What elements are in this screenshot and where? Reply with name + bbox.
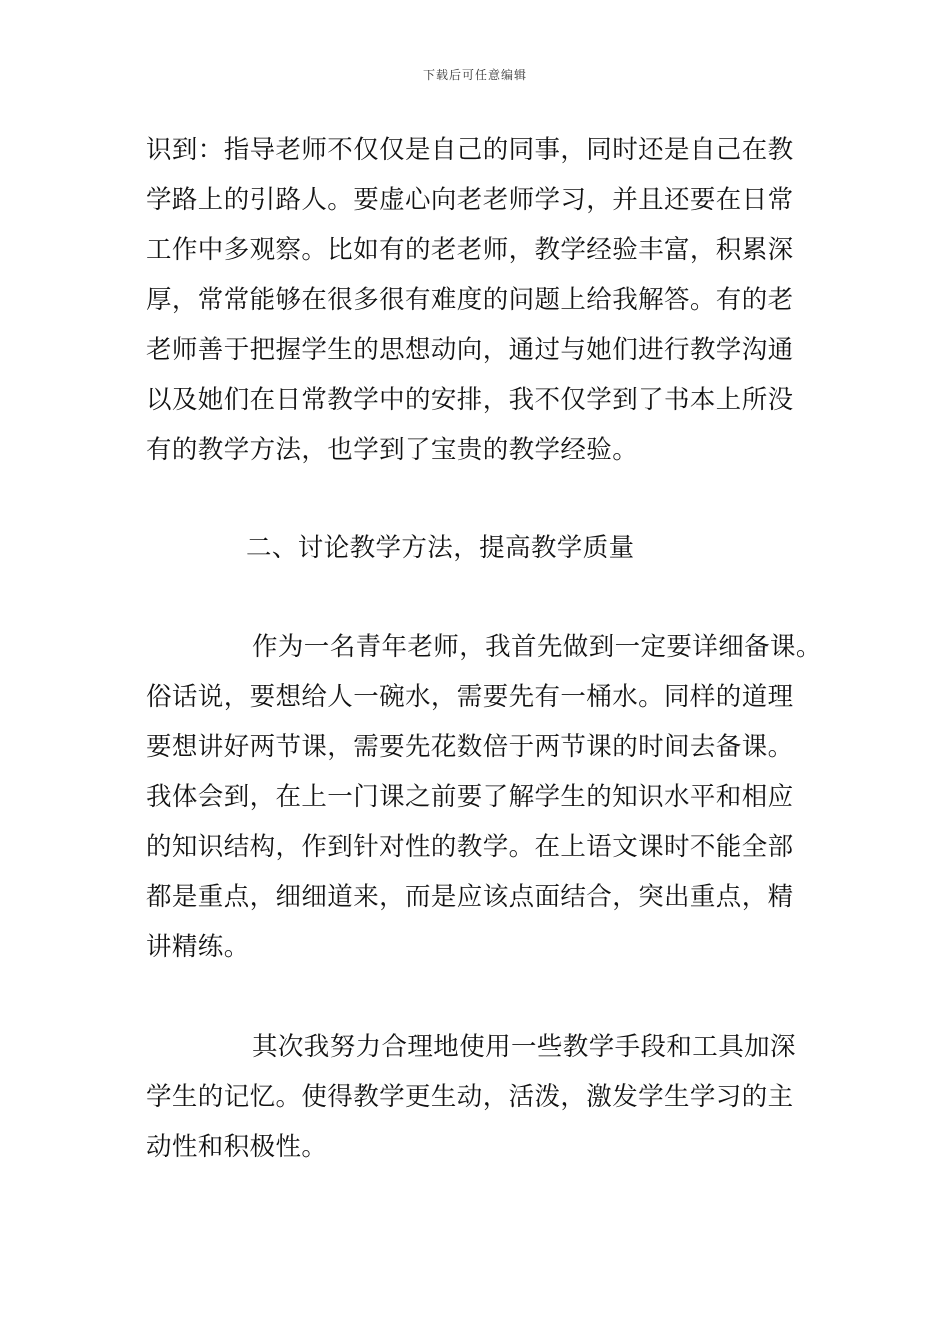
- paragraph-2-line-2: 俗话说，要想给人一碗水，需要先有一桶水。同样的道理: [146, 682, 794, 712]
- paragraph-1-line-3: 工作中多观察。比如有的老老师，教学经验丰富，积累深: [146, 235, 794, 265]
- section-heading: 二、讨论教学方法，提高教学质量: [246, 533, 635, 563]
- paragraph-1-line-1: 识到：指导老师不仅仅是自己的同事，同时还是自己在教: [146, 135, 794, 165]
- paragraph-2-line-3: 要想讲好两节课，需要先花数倍于两节课的时间去备课。: [146, 732, 794, 762]
- paragraph-3-line-1: 其次我努力合理地使用一些教学手段和工具加深: [252, 1032, 796, 1062]
- header-note: 下载后可任意编辑: [422, 68, 527, 82]
- paragraph-1-line-7: 有的教学方法，也学到了宝贵的教学经验。: [146, 435, 639, 465]
- paragraph-2-line-4: 我体会到，在上一门课之前要了解学生的知识水平和相应: [146, 782, 794, 812]
- paragraph-2-line-6: 都是重点，细细道来，而是应该点面结合，突出重点，精: [146, 882, 794, 912]
- paragraph-2-line-1: 作为一名青年老师，我首先做到一定要详细备课。: [252, 632, 822, 662]
- paragraph-1-line-4: 厚，常常能够在很多很有难度的问题上给我解答。有的老: [146, 285, 794, 315]
- paragraph-1-line-5: 老师善于把握学生的思想动向，通过与她们进行教学沟通: [146, 335, 794, 365]
- paragraph-1-line-2: 学路上的引路人。要虚心向老老师学习，并且还要在日常: [146, 185, 794, 215]
- paragraph-3-line-3: 动性和积极性。: [146, 1132, 328, 1162]
- paragraph-2-line-5: 的知识结构，作到针对性的教学。在上语文课时不能全部: [146, 832, 794, 862]
- paragraph-1-line-6: 以及她们在日常教学中的安排，我不仅学到了书本上所没: [146, 385, 794, 415]
- paragraph-3-line-2: 学生的记忆。使得教学更生动，活泼，激发学生学习的主: [146, 1082, 794, 1112]
- paragraph-2-line-7: 讲精练。: [146, 932, 250, 962]
